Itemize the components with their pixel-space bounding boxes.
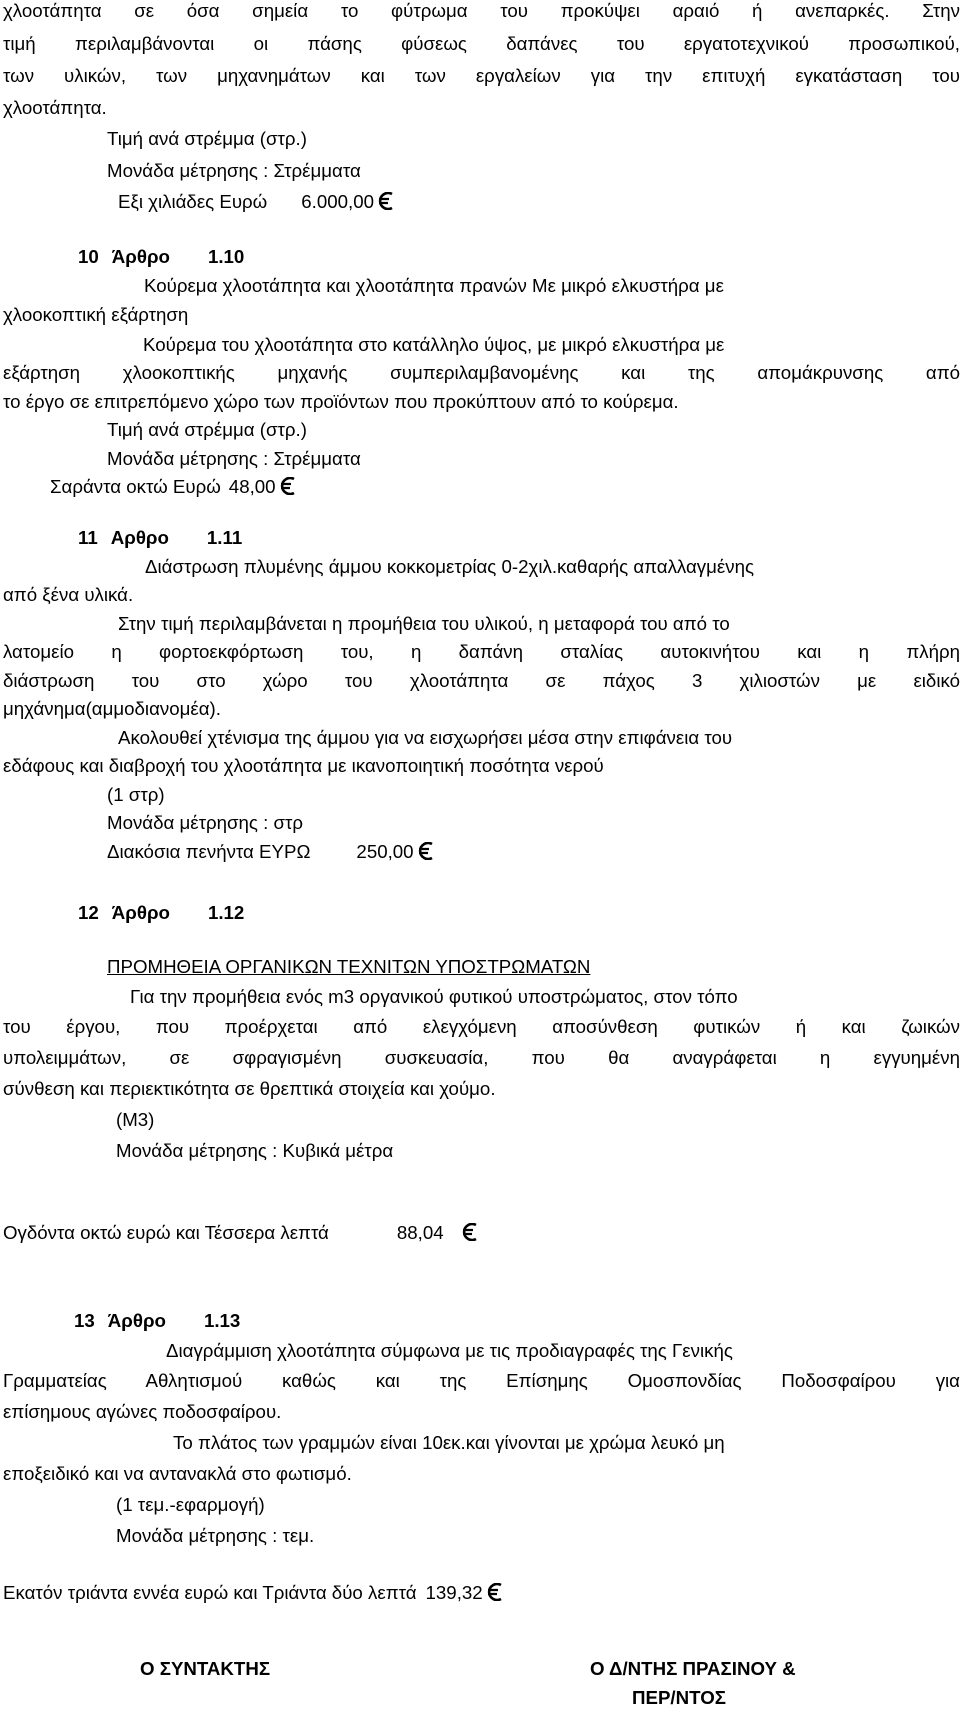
euro-sign-icon xyxy=(418,842,436,860)
article-label: Άρθρο xyxy=(107,1310,166,1331)
article-10-price xyxy=(50,476,298,498)
article-11-title-cont: από ξένα υλικά. xyxy=(3,584,134,605)
article-13-title-cont-2: επίσημους αγώνες ποδοσφαίρου. xyxy=(3,1401,282,1422)
article-11-desc-4: μηχάνημα(αμμοδιανομέα). xyxy=(3,698,221,719)
article-11-unit: Μονάδα μέτρησης : στρ xyxy=(107,812,304,833)
article-13-unit: Μονάδα μέτρησης : τεμ. xyxy=(116,1525,315,1546)
intro-line-3: των υλικών, των μηχανημάτων και των εργαλείων για την επιτυχή εγκατάσταση του xyxy=(3,65,960,86)
article-12-desc-3: υπολειμμάτων, σε σφραγισμένη συσκευασία, που θα αναγράφεται η εγγυημένη xyxy=(3,1047,960,1068)
euro-sign-icon xyxy=(280,477,298,495)
article-10-heading xyxy=(78,246,244,268)
article-11-price-words: Διακόσια πενήντα ΕΥΡΩ xyxy=(107,841,311,862)
euro-sign-icon xyxy=(462,1223,480,1241)
article-code: 1.13 xyxy=(203,1310,241,1331)
intro-price-words: Εξι χιλιάδες Ευρώ xyxy=(118,191,268,212)
article-10-desc-2: εξάρτηση χλοοκοπτικής μηχανής συμπεριλαμβανομένης και της απομάκρυνσης από xyxy=(3,362,960,383)
article-11-desc-6: εδάφους και διαβροχή του χλοοτάπητα με ικανοποιητική ποσότητα νερού xyxy=(3,755,604,776)
article-label: Άρθρο xyxy=(111,902,170,923)
article-number: 13 xyxy=(74,1310,95,1331)
intro-line-4: χλοοτάπητα. xyxy=(3,97,107,118)
article-11-heading xyxy=(78,527,242,549)
signature-director-cont: ΠΕΡ/ΝΤΟΣ xyxy=(632,1687,726,1708)
article-13-heading xyxy=(74,1310,240,1332)
article-13-qty: (1 τεμ.-εφαρμογή) xyxy=(116,1494,265,1515)
article-11-qty: (1 στρ) xyxy=(107,784,165,805)
article-12-unit: Μονάδα μέτρησης : Κυβικά μέτρα xyxy=(116,1140,394,1161)
article-13-price xyxy=(3,1582,505,1604)
article-10-title: Κούρεμα χλοοτάπητα και χλοοτάπητα πρανών Με μικρό ελκυστήρα με xyxy=(144,275,724,296)
article-12-heading xyxy=(78,902,244,924)
article-number: 10 xyxy=(78,246,99,267)
article-10-price-per: Τιμή ανά στρέμμα (στρ.) xyxy=(107,419,307,440)
article-11-desc-1: Στην τιμή περιλαμβάνεται η προμήθεια του υλικού, η μεταφορά του από το xyxy=(118,613,730,634)
euro-sign-icon xyxy=(487,1583,505,1601)
article-11-desc-5: Ακολουθεί χτένισμα της άμμου για να εισχωρήσει μέσα στην επιφάνεια του xyxy=(118,727,733,748)
article-label: Άρθρο xyxy=(111,246,170,267)
article-13-price-value: 139,32 xyxy=(425,1582,483,1603)
article-12-price-value: 88,04 xyxy=(396,1222,444,1243)
article-11-title: Διάστρωση πλυμένης άμμου κοκκομετρίας 0-2χιλ.καθαρής απαλλαγμένης xyxy=(145,556,754,577)
intro-price-per: Τιμή ανά στρέμμα (στρ.) xyxy=(107,128,307,149)
intro-unit: Μονάδα μέτρησης : Στρέμματα xyxy=(107,160,361,181)
article-number: 12 xyxy=(78,902,99,923)
article-12-price xyxy=(3,1222,480,1244)
article-12-section-heading: ΠΡΟΜΗΘΕΙΑ ΟΡΓΑΝΙΚΩΝ ΤΕΧΝΙΤΩΝ ΥΠΟΣΤΡΩΜΑΤΩΝ xyxy=(107,956,591,977)
signature-author: Ο ΣΥΝΤΑΚΤΗΣ xyxy=(140,1658,271,1679)
article-13-title-cont: Γραμματείας Αθλητισμού καθώς και της Επίσημης Ομοσπονδίας Ποδοσφαίρου για xyxy=(3,1370,960,1391)
article-13-desc-1: Το πλάτος των γραμμών είναι 10εκ.και γίνονται με χρώμα λευκό μη xyxy=(173,1432,725,1453)
article-12-price-words: Ογδόντα οκτώ ευρώ και Τέσσερα λεπτά xyxy=(3,1222,329,1243)
signature-director: Ο Δ/ΝΤΗΣ ΠΡΑΣΙΝΟΥ & xyxy=(590,1658,796,1679)
article-10-unit: Μονάδα μέτρησης : Στρέμματα xyxy=(107,448,361,469)
intro-price-value: 6.000,00 xyxy=(301,191,375,212)
article-12-qty: (Μ3) xyxy=(116,1109,155,1130)
article-11-desc-2: λατομείο η φορτοεκφόρτωση του, η δαπάνη σταλίας αυτοκινήτου και η πλήρη xyxy=(3,641,960,662)
article-11-price xyxy=(107,841,436,863)
euro-sign-icon xyxy=(378,192,396,210)
article-10-price-words: Σαράντα οκτώ Ευρώ xyxy=(50,476,221,497)
intro-line-2: τιμή περιλαμβάνονται οι πάσης φύσεως δαπάνες του εργατοτεχνικού προσωπικού, xyxy=(3,33,960,54)
article-code: 1.12 xyxy=(207,902,245,923)
article-13-desc-2: εποξειδικό και να αντανακλά στο φωτισμό. xyxy=(3,1463,352,1484)
article-10-price-value: 48,00 xyxy=(228,476,276,497)
article-10-desc-1: Κούρεμα του χλοοτάπητα στο κατάλληλο ύψος, με μικρό ελκυστήρα με xyxy=(143,334,725,355)
intro-line-1: χλοοτάπητα σε όσα σημεία το φύτρωμα του προκύψει αραιό ή ανεπαρκές. Στην xyxy=(3,0,960,21)
intro-price xyxy=(118,191,396,213)
article-code: 1.10 xyxy=(207,246,245,267)
article-number: 11 xyxy=(78,527,98,548)
article-code: 1.11 xyxy=(206,527,243,548)
article-12-desc-4: σύνθεση και περιεκτικότητα σε θρεπτικά στοιχεία και χούμο. xyxy=(3,1078,496,1099)
article-11-price-value: 250,00 xyxy=(356,841,414,862)
article-12-desc-2: του έργου, που προέρχεται από ελεγχόμενη αποσύνθεση φυτικών ή και ζωικών xyxy=(3,1016,960,1037)
article-10-title-cont: χλοοκοπτική εξάρτηση xyxy=(3,304,189,325)
article-12-desc-1: Για την προμήθεια ενός m3 οργανικού φυτικού υποστρώματος, στον τόπο xyxy=(130,986,738,1007)
article-11-desc-3: διάστρωση του στο χώρο του χλοοτάπητα σε πάχος 3 χιλιοστών με ειδικό xyxy=(3,670,960,691)
article-label: Αρθρο xyxy=(110,527,169,548)
article-13-price-words: Εκατόν τριάντα εννέα ευρώ και Τριάντα δύο λεπτά xyxy=(3,1582,417,1603)
article-13-title: Διαγράμμιση χλοοτάπητα σύμφωνα με τις προδιαγραφές της Γενικής xyxy=(166,1340,733,1361)
article-10-desc-3: το έργο σε επιτρεπόμενο χώρο των προϊόντων που προκύπτουν από το κούρεμα. xyxy=(3,391,679,412)
